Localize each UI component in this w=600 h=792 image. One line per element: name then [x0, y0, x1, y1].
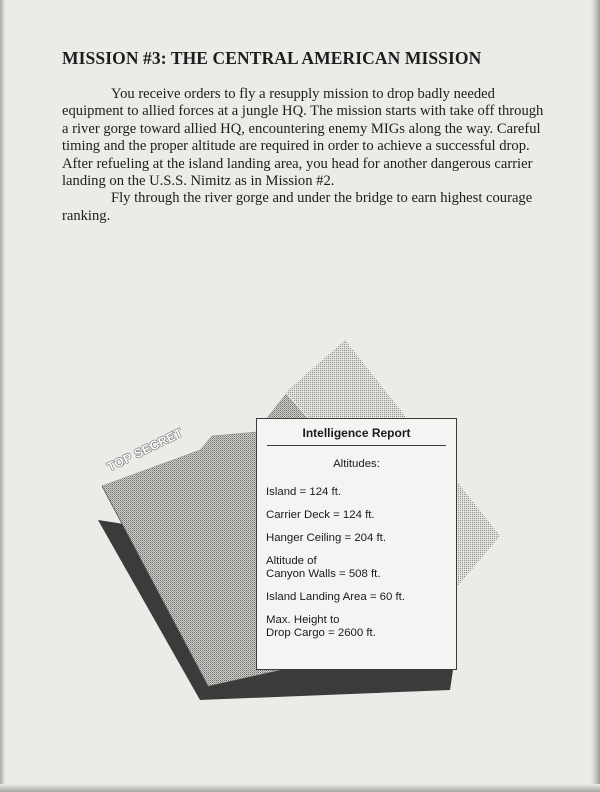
- altitude-item-hanger-ceiling: [266, 532, 452, 545]
- intelligence-report-card: [256, 418, 457, 670]
- report-title-rule: [267, 445, 446, 446]
- altitude-line: Island = 124 ft.: [266, 486, 342, 498]
- top-secret-stamp: TOP SECRET: [104, 425, 186, 475]
- altitude-item-island: [266, 486, 452, 499]
- altitude-line: Max. Height to: [266, 614, 340, 626]
- report-subtitle: Altitudes:: [333, 458, 380, 470]
- paragraph-1: You receive orders to fly a resupply mission to drop badly needed equipment to allied forces at a jungle HQ. The mission starts with take off through a river gorge toward allied HQ, encountering enemy MIGs along the way. Careful timing and the proper altitude are required in order to achieve a successful drop. After refueling at the island landing area, you head for another dangerous carrier landing on the U.S.S. Nimitz as in Mission #2.: [62, 86, 544, 190]
- altitude-item-carrier-deck: [266, 509, 452, 522]
- altitude-line: Altitude of: [266, 555, 317, 567]
- altitude-item-max-drop-height: [266, 614, 452, 640]
- altitude-line: Island Landing Area = 60 ft.: [266, 591, 406, 603]
- altitude-line: Drop Cargo = 2600 ft.: [266, 627, 376, 639]
- altitude-line: Canyon Walls = 508 ft.: [266, 568, 381, 580]
- report-title: Intelligence Report: [302, 426, 411, 440]
- altitude-line: Carrier Deck = 124 ft.: [266, 509, 375, 521]
- altitude-item-island-landing-area: [266, 591, 452, 604]
- altitude-line: Hanger Ceiling = 204 ft.: [266, 532, 386, 544]
- paragraph-2: Fly through the river gorge and under the bridge to earn highest courage ranking.: [62, 190, 533, 224]
- altitude-item-canyon-walls: [266, 555, 452, 581]
- page-title: MISSION #3: THE CENTRAL AMERICAN MISSION: [62, 48, 482, 68]
